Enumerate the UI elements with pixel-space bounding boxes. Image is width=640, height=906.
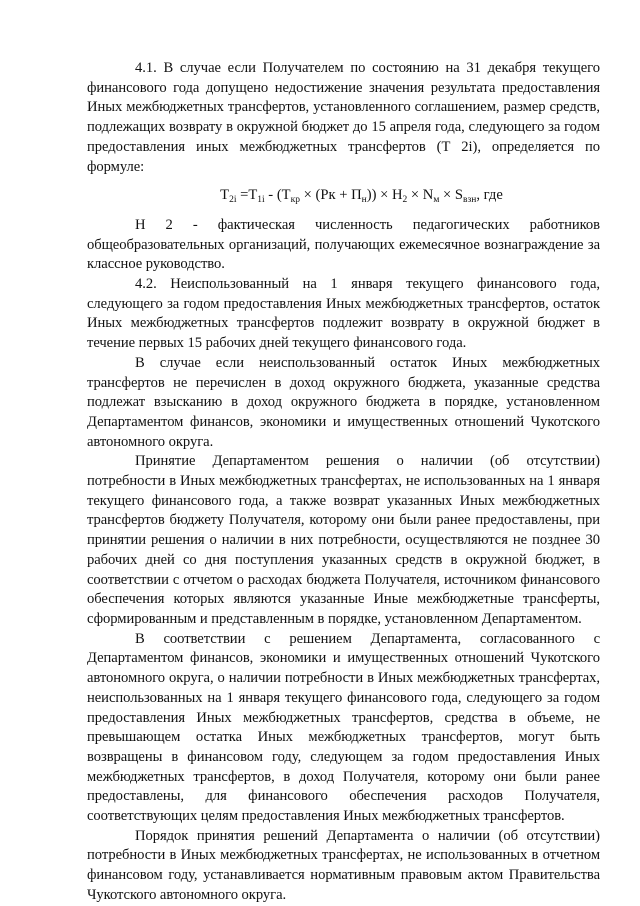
formula-subscript: 2i [229, 195, 237, 206]
paragraph-return-of-funds: В соответствии с решением Департамента, согласованного с Департаментом финансов, экономики и имущественных отношений Чукотского автономного округа, о наличии потребности в Иных межбюджетных трансфертах, неиспользованных на 1 января текущего финансового года, следующего за годом предоставления Иных межбюджетных трансфертов, средства в объеме, не превышающем остатка Иных межбюджетных трансфертов, могут быть возвращены в финансовом году, следующем за годом предоставления Иных межбюджетных трансфертов, в доход Получателя, которому они были ранее предоставлены, для финансового обеспечения расходов Получателя, соответствующих целям предоставления Иных межбюджетных трансфертов. [87, 630, 600, 825]
formula-subscript: 2 [402, 195, 408, 206]
formula-subscript: м [433, 195, 440, 206]
h2-definition-text: - фактическая численность педагогических работников общеобразовательных организаций, получающих ежемесячное вознаграждение за классное руководство. [87, 216, 600, 273]
paragraph-4-2: 4.2. Неиспользованный на 1 января текущего финансового года, следующего за годом предоставления Иных межбюджетных трансфертов, остаток Иных межбюджетных трансфертов подлежит возврату в окружной бюджет в течение первых 15 рабочих дней текущего финансового года. [87, 276, 600, 352]
h2-symbol: Н 2 [135, 216, 173, 233]
formula-part: - (Т [264, 187, 291, 204]
formula-part: × (Рк + П [299, 187, 362, 204]
paragraph-unremitted-balance: В случае если неиспользованный остаток Иных межбюджетных трансфертов не перечислен в доход окружного бюджета, указанные средства подлежат взысканию в доход окружного бюджета в порядке, установленном Департаментом финансов, экономики и имущественных отношений Чукотского автономного округа. [87, 354, 600, 450]
formula-part: =Т [236, 187, 258, 204]
paragraph-4-1: 4.1. В случае если Получателем по состоянию на 31 декабря текущего финансового года допущено недостижение значения результата предоставления Иных межбюджетных трансфертов, установленного соглашением, размер средств, подлежащих возврату в окружной бюджет до 15 апреля года, следующего за годом предоставления иных межбюджетных трансфертов (Т 2i), определяется по формуле: [87, 60, 600, 175]
paragraph-decision-procedure: Порядок принятия решений Департамента о наличии (об отсутствии) потребности в Иных межбюджетных трансфертах, не использованных в отчетном финансовом году, устанавливается нормативным правовым актом Правительства Чукотского автономного округа. [87, 827, 600, 903]
formula-subscript: н [361, 195, 367, 206]
formula-part: )) × Н [366, 187, 403, 204]
paragraph-department-decision: Принятие Департаментом решения о наличии (об отсутствии) потребности в Иных межбюджетных трансфертах, не использованных на 1 января текущего финансового года, а также возврат указанных Иных межбюджетных трансфертов бюджету Получателя, которому они были ранее предоставлены, при принятии решения о наличии в них потребности, осуществляются не позднее 30 рабочих дней со дня поступления указанных средств в окружной бюджет, в соответствии с отчетом о расходах бюджета Получателя, источником финансового обеспечения которых являются указанные Иные межбюджетные трансферты, сформированным и представленным в порядке, установленном Департаментом. [87, 453, 600, 627]
return-formula [87, 186, 600, 206]
formula-part: × N [407, 187, 434, 204]
formula-part: Т [220, 187, 230, 204]
formula-subscript: кр [290, 195, 300, 206]
paragraph-h2-definition [87, 216, 600, 275]
formula-subscript: 1i [257, 195, 265, 206]
formula-part: , где [476, 187, 503, 204]
formula-part: × S [439, 187, 464, 204]
formula-subscript: взн [463, 195, 477, 206]
